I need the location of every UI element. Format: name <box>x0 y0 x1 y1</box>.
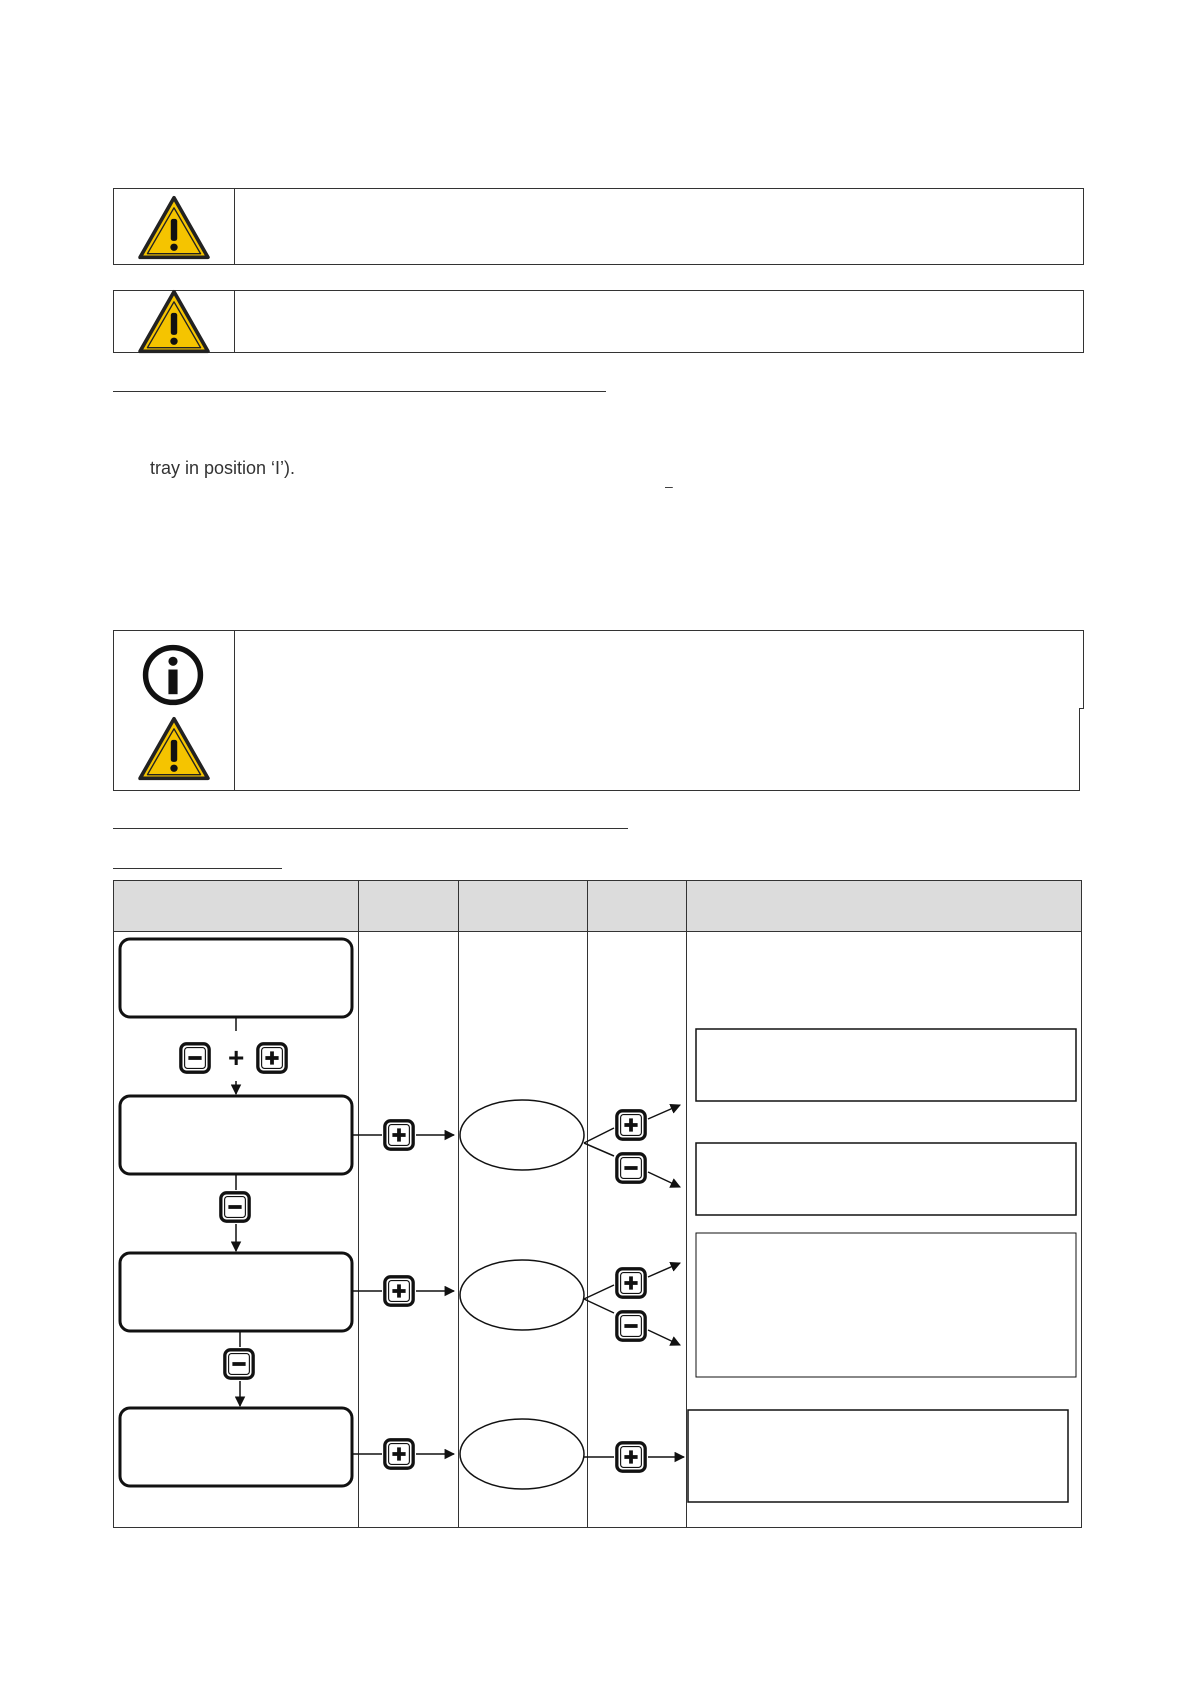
flow-arrow <box>648 1105 680 1119</box>
minus-key-icon <box>617 1154 645 1182</box>
info-notice <box>113 630 1084 709</box>
branch-line <box>584 1285 614 1299</box>
branch-line <box>584 1299 614 1313</box>
branch-line <box>584 1143 614 1156</box>
minus-key-icon <box>617 1312 645 1340</box>
menu-flow-table <box>113 880 1082 1528</box>
plus-key-icon <box>385 1277 413 1305</box>
minus-key-icon <box>225 1350 253 1378</box>
warning-triangle-icon <box>136 195 212 261</box>
combo-plus-sign: + <box>228 1042 245 1073</box>
info-circle-icon <box>141 643 205 707</box>
value-ellipse-1 <box>460 1100 584 1170</box>
section-heading-underline <box>113 391 606 392</box>
warning-icon-cell <box>114 189 235 264</box>
display-box-1 <box>120 939 352 1017</box>
result-box-4 <box>688 1410 1068 1502</box>
plus-key-icon <box>617 1269 645 1297</box>
flow-arrow <box>648 1172 680 1187</box>
minus-key-icon <box>221 1193 249 1221</box>
section-heading-underline <box>113 828 628 829</box>
result-box-3 <box>696 1233 1076 1377</box>
plus-key-icon <box>385 1121 413 1149</box>
branch-line <box>584 1128 614 1143</box>
menu-flow-diagram <box>114 881 1083 1529</box>
value-ellipse-3 <box>460 1419 584 1489</box>
result-box-1 <box>696 1029 1076 1101</box>
warning-triangle-icon <box>136 289 212 355</box>
flow-arrow <box>648 1263 680 1277</box>
result-box-2 <box>696 1143 1076 1215</box>
warning-icon-cell <box>114 291 235 352</box>
warning-notice-1 <box>113 188 1084 265</box>
value-ellipse-2 <box>460 1260 584 1330</box>
info-icon-cell <box>114 631 235 708</box>
display-box-2 <box>120 1096 352 1174</box>
warning-notice-2 <box>113 290 1084 353</box>
plus-key-icon <box>385 1440 413 1468</box>
warning-triangle-icon <box>136 716 212 782</box>
plus-key-icon <box>617 1443 645 1471</box>
body-text-dash: – <box>665 478 673 494</box>
warning-notice-3 <box>113 708 1080 791</box>
body-text-tray-line: tray in position ‘I’). <box>150 458 296 478</box>
flow-arrow <box>648 1330 680 1345</box>
warning-icon-cell <box>114 708 235 790</box>
display-box-4 <box>120 1408 352 1486</box>
minus-key-icon <box>181 1044 209 1072</box>
display-box-3 <box>120 1253 352 1331</box>
plus-key-icon <box>258 1044 286 1072</box>
plus-key-icon <box>617 1111 645 1139</box>
subsection-heading-underline <box>113 868 282 869</box>
